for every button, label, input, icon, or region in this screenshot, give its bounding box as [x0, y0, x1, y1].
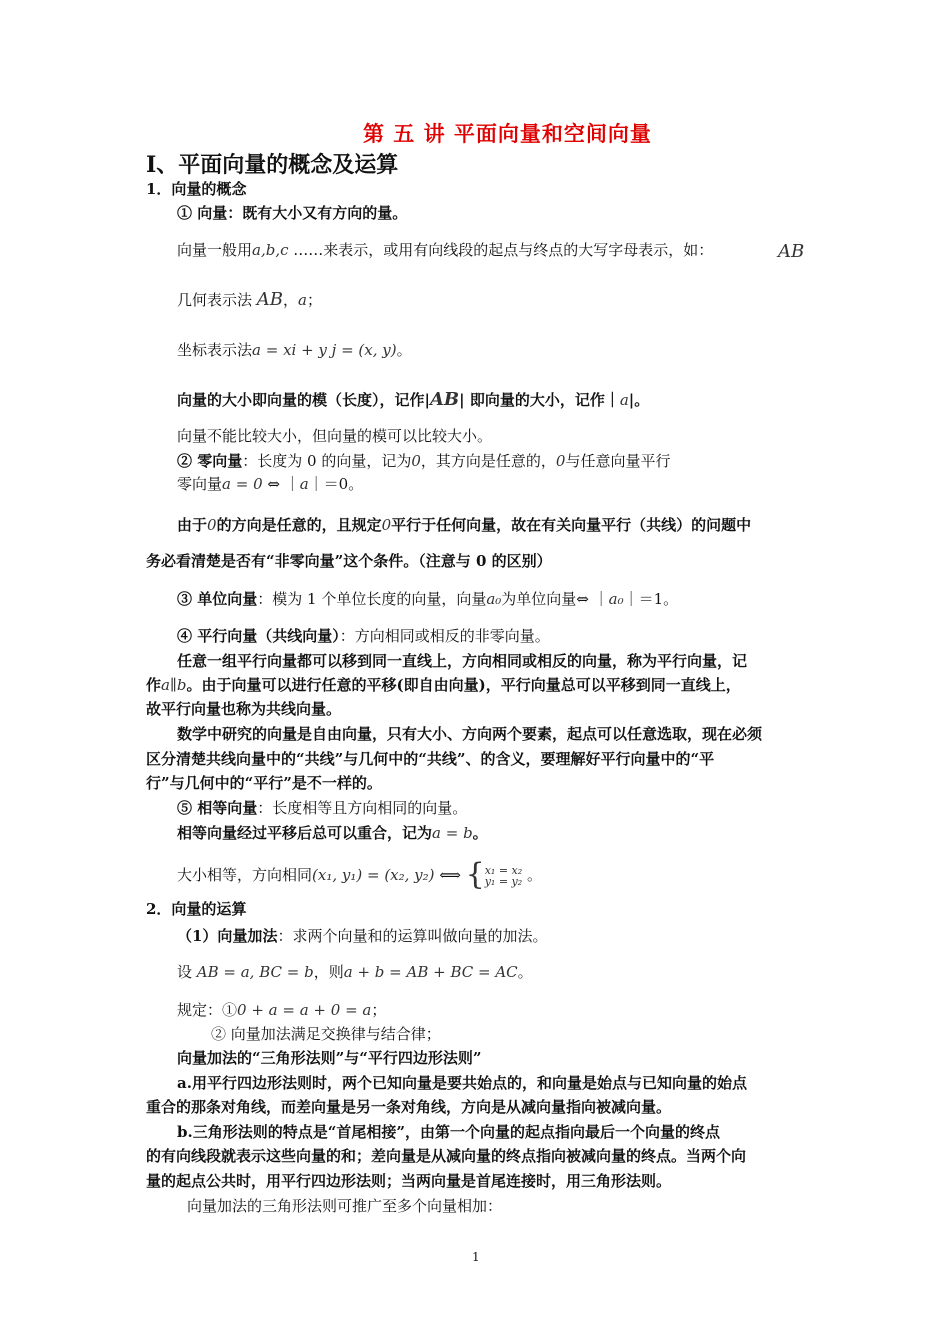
para-coordinate-notation: 坐标表示法a = xi + y j = (x, y)。 [177, 341, 412, 359]
para-unit-vector: ③ 单位向量：模为 1 个单位长度的向量，向量a₀为单位向量⇔ ｜a₀｜＝1。 [177, 590, 679, 608]
para-equal-coords: 大小相等，方向相同(x₁, y₁) = (x₂, y₂) ⟺ {x₁ = x₂ y₁ = y₂ 。 [177, 857, 542, 892]
para-zero-equiv: 零向量a = 0 ⇔ ｜a｜＝0。 [177, 475, 364, 493]
equation-system: x₁ = x₂ y₁ = y₂ [484, 864, 523, 888]
para-free-vector-1: 数学中研究的向量是自由向量，只有大小、方向两个要素，起点可以任意选取，现在必须 [177, 725, 763, 743]
para-rule-2: ② 向量加法满足交换律与结合律； [211, 1025, 441, 1043]
para-parallel-1: 任意一组平行向量都可以移到同一直线上，方向相同或相反的向量，称为平行向量，记 [177, 652, 748, 670]
para-compare: 向量不能比较大小，但向量的模可以比较大小。 [177, 427, 493, 445]
subheading-2: 2．向量的运算 [146, 900, 247, 918]
section-heading: Ⅰ、平面向量的概念及运算 [146, 152, 399, 178]
para-zero-vector: ② 零向量：长度为 0 的向量，记为0，其方向是任意的，0与任意向量平行 [177, 452, 671, 470]
subheading-1: 1．向量的概念 [146, 180, 247, 198]
para-rules-heading: 向量加法的“三角形法则”与“平行四边形法则” [177, 1049, 482, 1067]
para-rule-b-2: 的有向线段就表示这些向量的和；差向量是从减向量的终点指向被减向量的终点。当两个向 [146, 1147, 747, 1165]
para-equal-vector: ⑤ 相等向量：长度相等且方向相同的向量。 [177, 799, 468, 817]
para-zero-note-cont: 务必看清楚是否有“非零向量”这个条件。（注意与 0 的区别） [146, 552, 552, 570]
para-parallel-2: 作a∥b。由于向量可以进行任意的平移(即自由向量)，平行向量总可以平移到同一直线上， [146, 676, 741, 694]
page-number: 1 [472, 1250, 480, 1264]
para-parallel-vector: ④ 平行向量（共线向量）：方向相同或相反的非零向量。 [177, 627, 550, 645]
page-title: 第 五 讲 平面向量和空间向量 [363, 121, 652, 146]
brace-symbol: { [465, 857, 485, 892]
para-zero-note: 由于0的方向是任意的，且规定0平行于任何向量，故在有关向量平行（共线）的问题中 [177, 516, 752, 534]
para-addition-formula: 设 AB = a, BC = b，则a + b = AB + BC = AC。 [177, 963, 533, 981]
para-rule-a-2: 重合的那条对角线，而差向量是另一条对角线，方向是从减向量指向被减向量。 [146, 1098, 672, 1116]
para-free-vector-3: 行”与几何中的“平行”是不一样的。 [146, 774, 382, 792]
para-vector-magnitude: 向量的大小即向量的模（长度），记作|AB| 即向量的大小，记作｜a|。 [177, 389, 650, 410]
para-vector-notation: 向量一般用a,b,c ……来表示，或用有向线段的起点与终点的大写字母表示，如： [177, 241, 714, 259]
para-multi-vector: 向量加法的三角形法则可推广至多个向量相加： [187, 1197, 503, 1215]
para-rule-b-3: 量的起点公共时，用平行四边形法则；当两向量是首尾连接时，用三角形法则。 [146, 1172, 672, 1190]
para-rule-a-1: a.用平行四边形法则时，两个已知向量是要共始点的，和向量是始点与已知向量的始点 [177, 1074, 747, 1092]
para-rule-b-1: b.三角形法则的特点是“首尾相接”，由第一个向量的起点指向最后一个向量的终点 [177, 1123, 720, 1141]
para-vector-def: ① 向量：既有大小又有方向的量。 [177, 204, 408, 222]
para-vector-addition: （1）向量加法：求两个向量和的运算叫做向量的加法。 [177, 927, 548, 945]
para-geometric-notation: 几何表示法 AB，a； [177, 289, 322, 310]
para-equal-translate: 相等向量经过平移后总可以重合，记为a = b。 [177, 824, 488, 842]
math-AB-example: AB [778, 241, 805, 262]
para-rule-1: 规定：①0 + a = a + 0 = a； [177, 1001, 387, 1019]
para-parallel-3: 故平行向量也称为共线向量。 [146, 700, 342, 718]
para-free-vector-2: 区分清楚共线向量中的“共线”与几何中的“共线”、的含义，要理解好平行向量中的“平 [146, 750, 715, 768]
